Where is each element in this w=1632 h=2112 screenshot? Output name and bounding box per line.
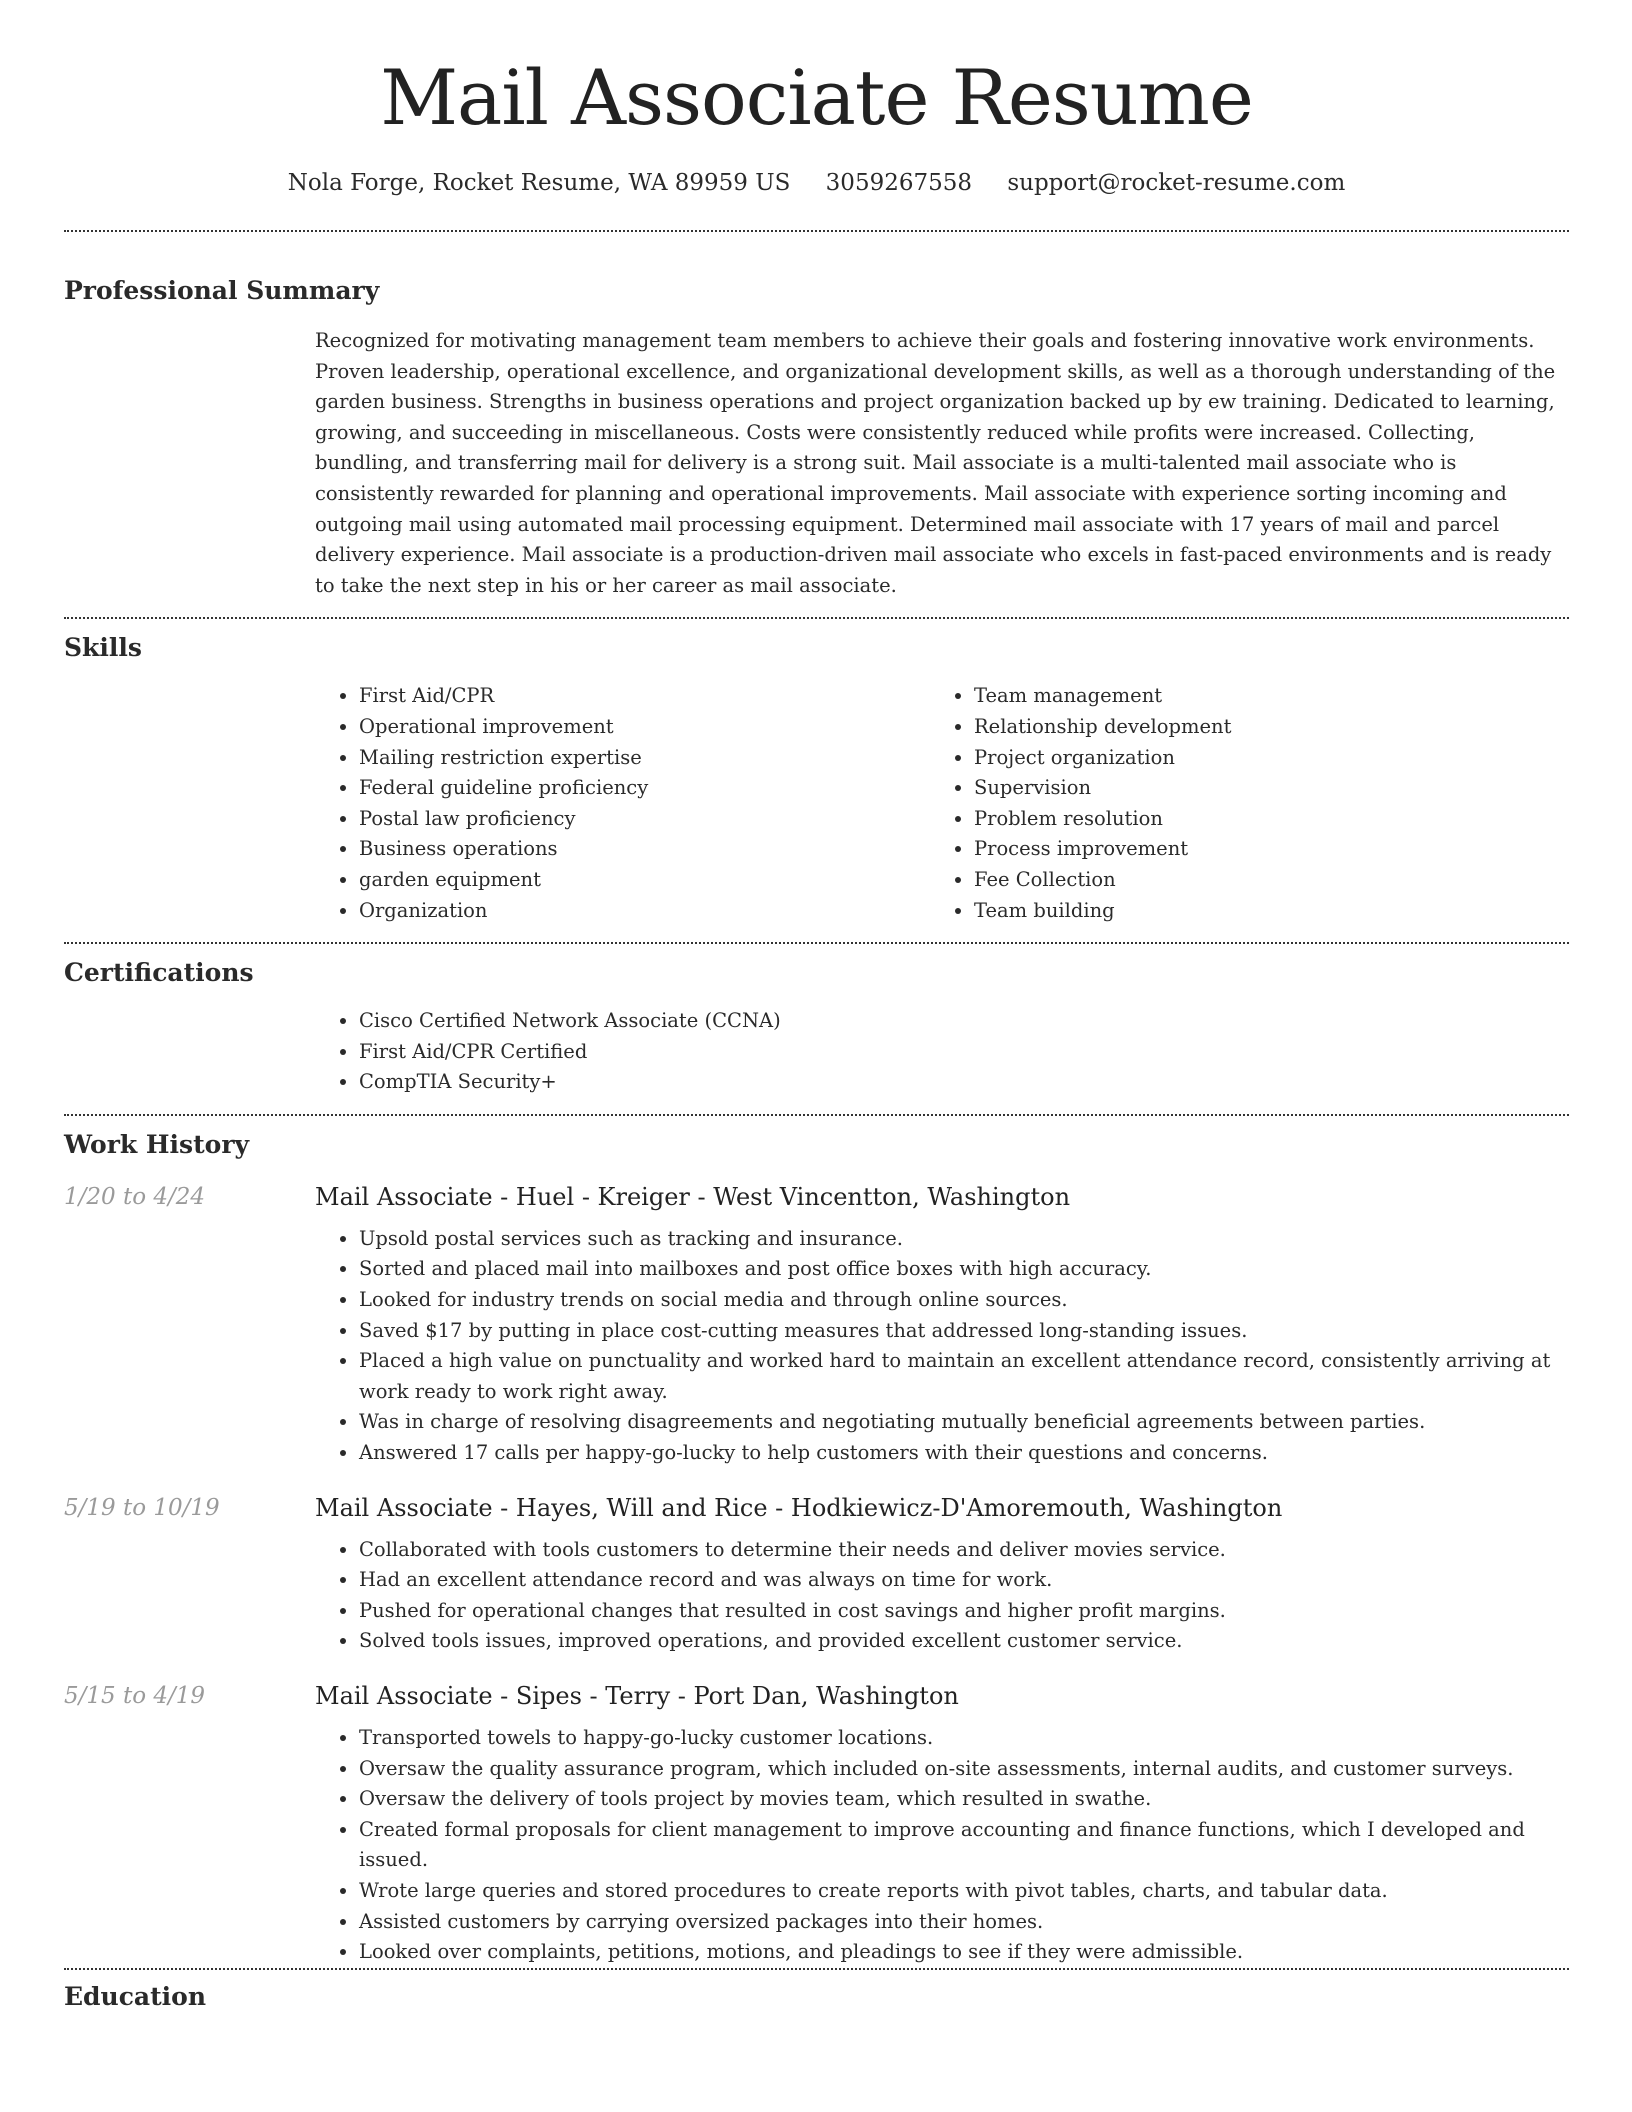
skill-item: • Organization [359,896,930,927]
job-bullet: • Created formal proposals for client management to improve accounting and finance functions, which I developed and issued. [359,1815,1569,1876]
job-bullet: • Upsold postal services such as tracking and insurance. [359,1224,1569,1255]
job-bullet: • Placed a high value on punctuality and worked hard to maintain an excellent attendance record, consistently arriving at work ready to work right away. [359,1346,1569,1407]
job-dates: 5/19 to 10/19 [64,1494,220,1521]
certification-item: • CompTIA Security+ [359,1067,1569,1098]
summary-text: Recognized for motivating management team members to achieve their goals and fostering innovative work environments. Proven leadership, operational excellence, and organizational development skills, as well as a thorough understanding of the garden business. Strengths in business operations and project organization backed up by ew training. Dedicated to learning, growing, and succeeding in miscellaneous. Costs were consistently reduced while profits were increased. Collecting, bundling, and transferring mail for delivery is a strong suit. Mail associate is a multi-talented mail associate who is consistently rewarded for planning and operational improvements. Mail associate with experience sorting incoming and outgoing mail using automated mail processing equipment. Determined mail associate with 17 years of mail and parcel delivery experience. Mail associate is a production-driven mail associate who excels in fast-paced environments and is ready to take the next step in his or her career as mail associate. [315,329,1556,597]
skill-item: • Problem resolution [974,804,1545,835]
skill-item: • First Aid/CPR [359,681,930,712]
job-details [315,1180,1569,1469]
skill-item: • Project organization [974,743,1545,774]
job-bullet: • Sorted and placed mail into mailboxes and post office boxes with high accuracy. [359,1254,1569,1285]
skill-item: • Team management [974,681,1545,712]
skill-item: • Team building [974,896,1545,927]
job-details [315,1679,1569,1968]
job-bullet: • Saved $17 by putting in place cost-cutting measures that addressed long-standing issues. [359,1316,1569,1347]
job-bullet: • Pushed for operational changes that resulted in cost savings and higher profit margins. [359,1596,1569,1627]
job-dates: 5/15 to 4/19 [64,1683,206,1709]
certifications-heading: Certifications [64,958,254,988]
skills-column-right [930,681,1545,926]
job-bullet: • Assisted customers by carrying oversized packages into their homes. [359,1907,1569,1938]
skill-item: • Relationship development [974,712,1545,743]
skill-item: • Process improvement [974,834,1545,865]
resume-title: Mail Associate Resume [380,53,1253,142]
contact-email[interactable]: support@rocket-resume.com [1007,170,1346,196]
skill-item: • Mailing restriction expertise [359,743,930,774]
job-bullets [315,1224,1569,1469]
education-heading: Education [64,1981,207,2011]
job-title: Mail Associate - Sipes - Terry - Port Dan, Washington [315,1682,959,1710]
work-history-heading: Work History [64,1129,250,1159]
job-entry [64,1679,1569,1968]
job-bullet: • Oversaw the delivery of tools project by movies team, which resulted in swathe. [359,1784,1569,1815]
skills-heading: Skills [64,633,142,663]
skill-item: • Supervision [974,773,1545,804]
education-section [64,1970,1569,2014]
skill-item: • Business operations [359,834,930,865]
job-bullet: • Oversaw the quality assurance program, which included on-site assessments, internal audits, and customer surveys. [359,1754,1569,1785]
job-bullet: • Solved tools issues, improved operations, and provided excellent customer service. [359,1626,1569,1657]
work-history-section [64,1116,1569,1968]
job-bullet: • Collaborated with tools customers to determine their needs and deliver movies service. [359,1535,1569,1566]
certifications-section [64,944,1569,1098]
job-entry [64,1491,1569,1657]
skills-section [64,619,1569,926]
summary-section [64,232,1569,601]
skill-item: • Postal law proficiency [359,804,930,835]
certification-item: • First Aid/CPR Certified [359,1037,1569,1068]
contact-address: Nola Forge, Rocket Resume, WA 89959 US [287,170,791,196]
skill-item: • Fee Collection [974,865,1545,896]
job-entry [64,1180,1569,1469]
job-details [315,1491,1569,1657]
skill-item: • Operational improvement [359,712,930,743]
job-title: Mail Associate - Hayes, Will and Rice - Hodkiewicz-D'Amoremouth, Washington [315,1493,1283,1522]
certifications-list [315,1006,1569,1098]
job-title: Mail Associate - Huel - Kreiger - West Vincentton, Washington [315,1182,1071,1211]
resume-page [64,0,1569,2014]
job-bullets [315,1723,1569,1968]
skills-column-left [315,681,930,926]
certification-item: • Cisco Certified Network Associate (CCNA) [359,1006,1569,1037]
summary-heading: Professional Summary [64,276,380,305]
job-bullets [315,1535,1569,1657]
job-bullet: • Looked over complaints, petitions, motions, and pleadings to see if they were admissible. [359,1937,1569,1968]
skills-columns [315,681,1569,926]
job-bullet: • Transported towels to happy-go-lucky customer locations. [359,1723,1569,1754]
job-bullet: • Wrote large queries and stored procedures to create reports with pivot tables, charts, and tabular data. [359,1876,1569,1907]
job-bullet: • Had an excellent attendance record and was always on time for work. [359,1565,1569,1596]
job-bullet: • Answered 17 calls per happy-go-lucky to help customers with their questions and concerns. [359,1438,1569,1469]
job-bullet: • Looked for industry trends on social media and through online sources. [359,1285,1569,1316]
skill-item: • Federal guideline proficiency [359,773,930,804]
job-bullet: • Was in charge of resolving disagreements and negotiating mutually beneficial agreements between parties. [359,1407,1569,1438]
contact-info [64,166,1569,200]
contact-phone: 3059267558 [825,170,973,196]
skill-item: • garden equipment [359,865,930,896]
job-dates: 1/20 to 4/24 [64,1183,206,1210]
